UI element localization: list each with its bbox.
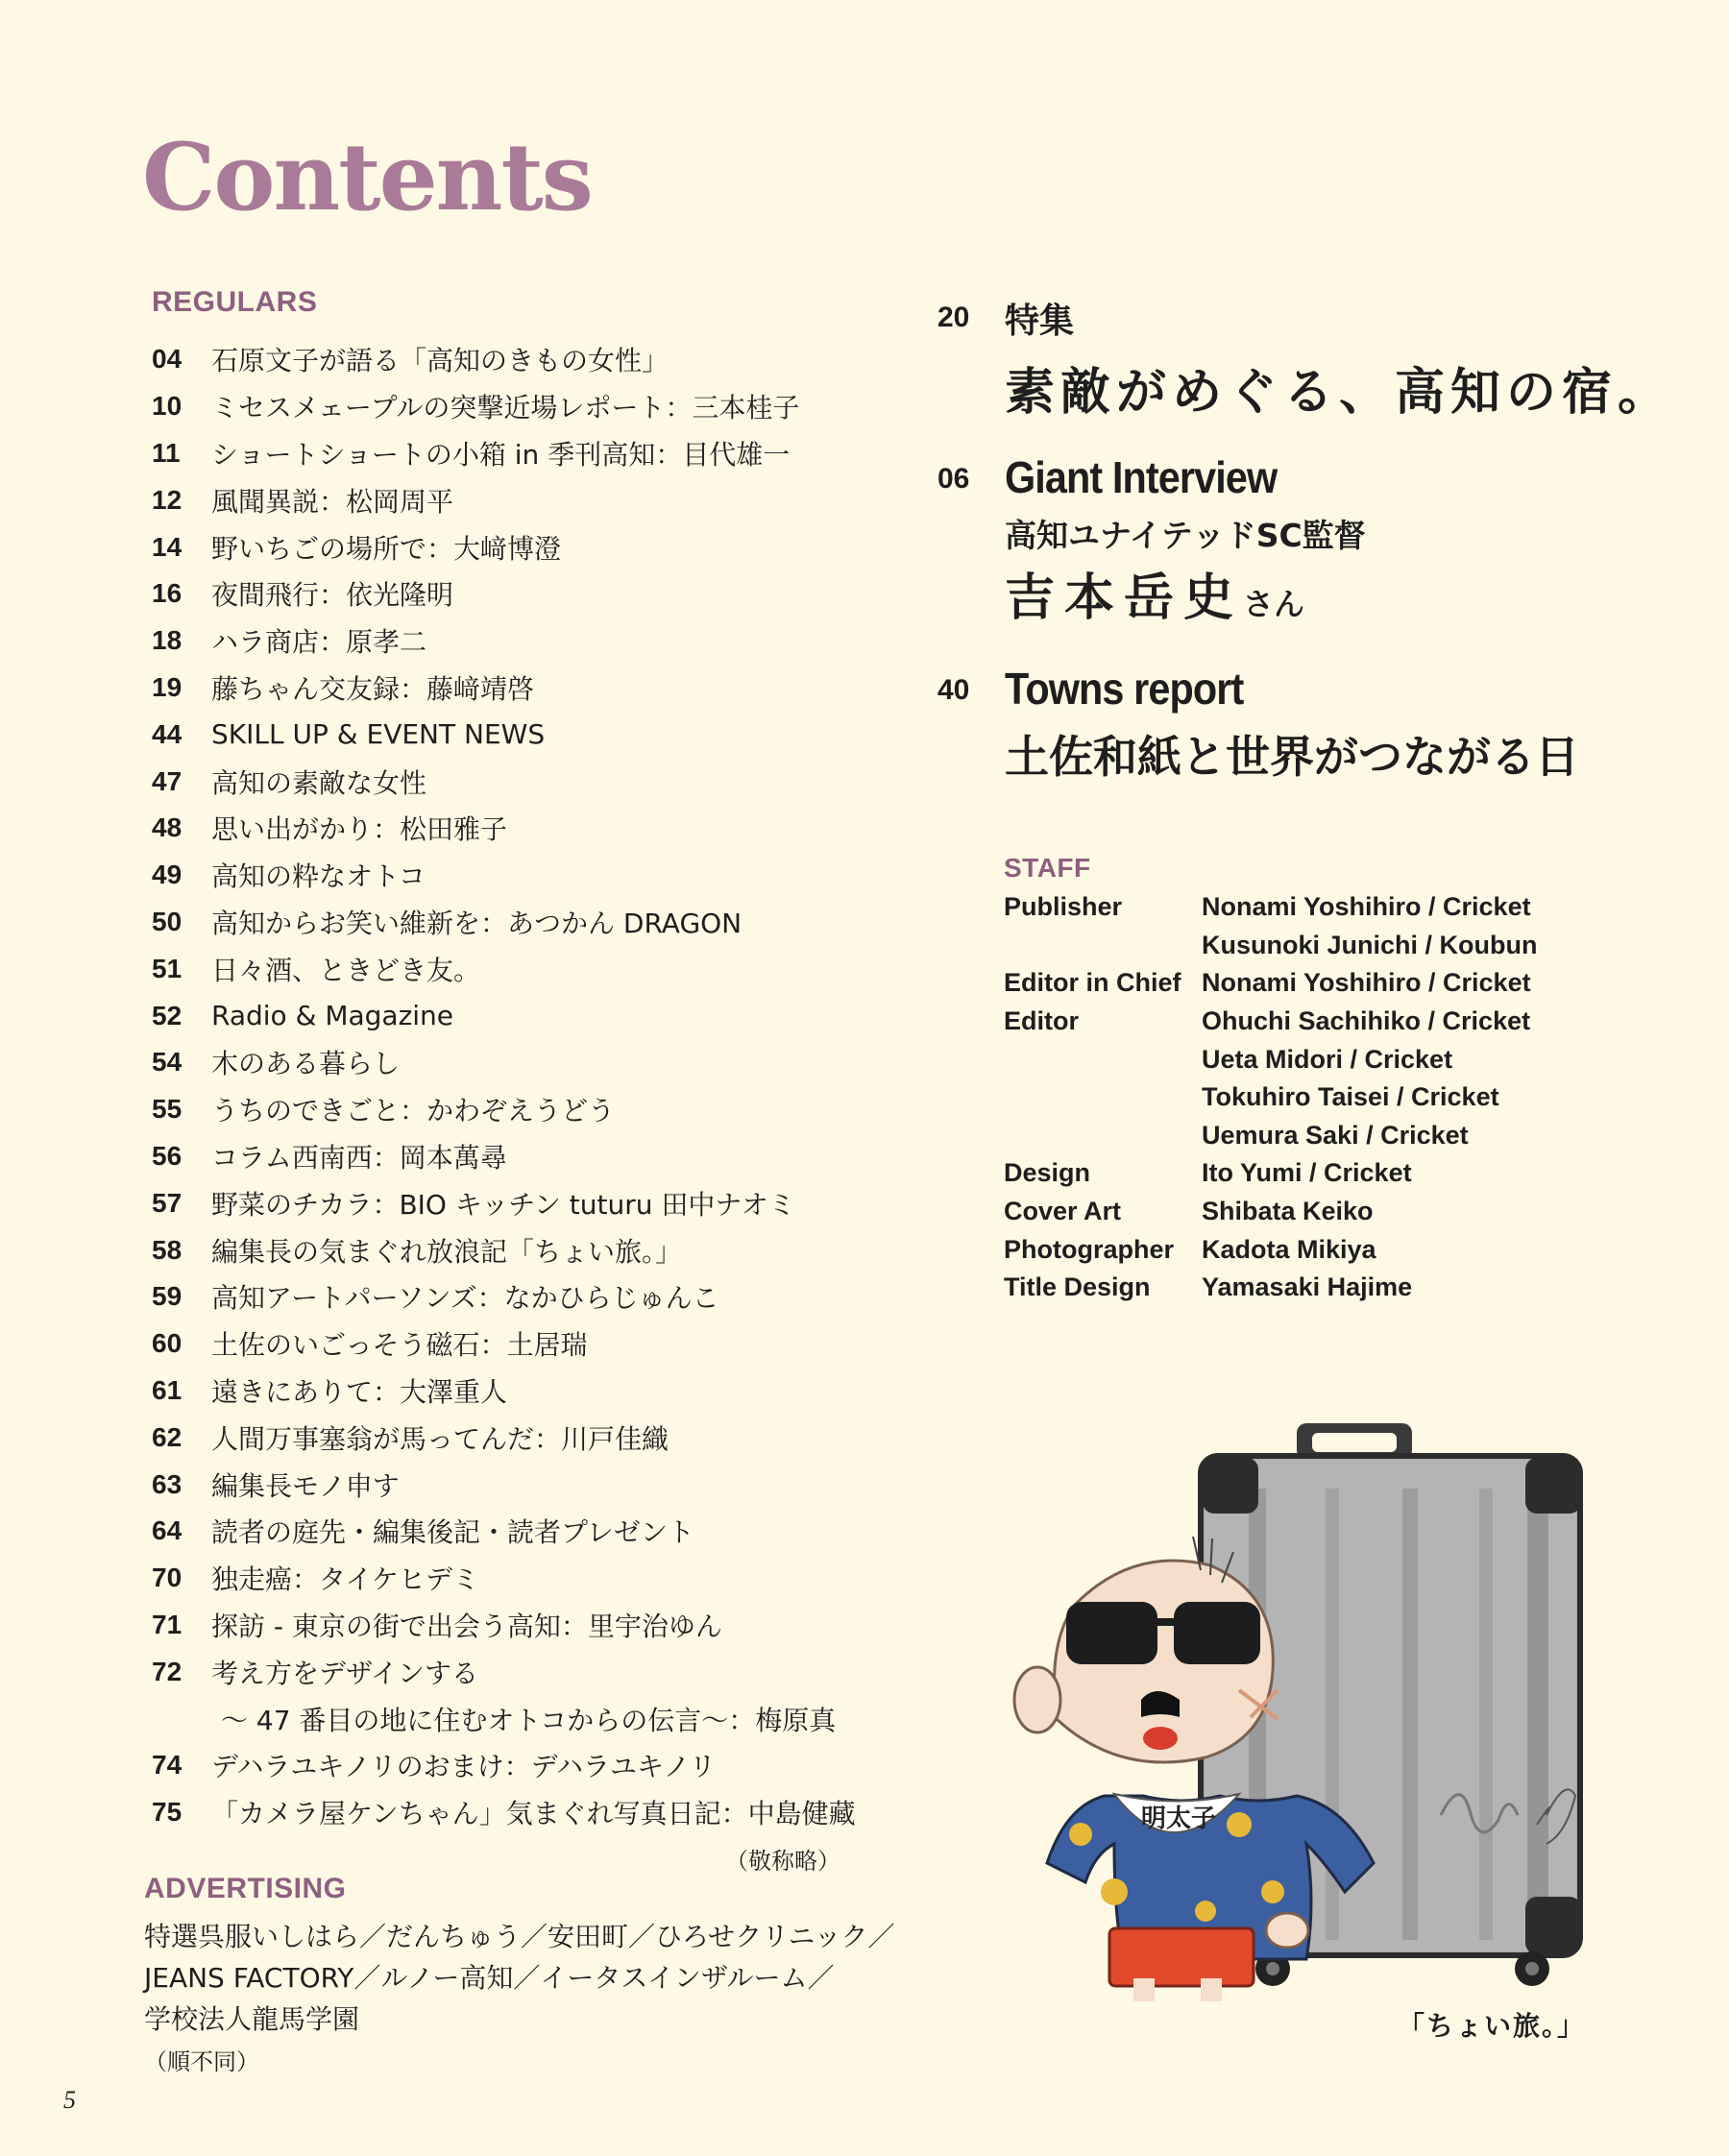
page-number-ref: 14 bbox=[152, 531, 183, 562]
list-item bbox=[152, 1133, 882, 1180]
list-item bbox=[152, 992, 882, 1039]
item-title: ミセスメェープルの突撃近場レポート：三本桂子 bbox=[211, 392, 800, 424]
page-number-ref: 47 bbox=[152, 765, 183, 796]
page-number-ref: 59 bbox=[152, 1281, 183, 1312]
list-item bbox=[152, 476, 882, 523]
page-number-ref: 16 bbox=[152, 578, 183, 609]
list-item bbox=[152, 758, 882, 805]
page-number-ref: 18 bbox=[152, 625, 183, 656]
staff-name: Kusunoki Junichi / Koubun bbox=[1202, 930, 1538, 959]
staff-row bbox=[1004, 1230, 1599, 1269]
staff-row bbox=[1004, 1117, 1599, 1155]
list-item bbox=[152, 618, 882, 665]
item-title: 藤ちゃん交友録：藤﨑靖啓 bbox=[211, 672, 535, 705]
feature-headline: 素敵がめぐる、高知の宿。 bbox=[1005, 364, 1674, 422]
regulars-heading: REGULARS bbox=[152, 286, 318, 318]
page-number: 5 bbox=[63, 2086, 76, 2114]
page-number-ref: 11 bbox=[152, 437, 181, 468]
staff-role: Publisher bbox=[1004, 892, 1123, 922]
feature-page-number: 20 bbox=[938, 302, 970, 333]
list-item bbox=[152, 1039, 882, 1086]
list-item bbox=[152, 1226, 882, 1273]
feature-page-number: 06 bbox=[938, 463, 970, 495]
staff-name: Kadota Mikiya bbox=[1202, 1234, 1376, 1264]
page-number-ref: 58 bbox=[152, 1234, 183, 1265]
item-title: 編集長モノ申す bbox=[211, 1469, 400, 1502]
page-number-ref: 51 bbox=[152, 953, 183, 983]
page-number-ref: 48 bbox=[152, 812, 183, 843]
list-item bbox=[152, 1273, 882, 1320]
advertisers-line: JEANS FACTORY／ルノー高知／イータスインザルーム／ bbox=[144, 1962, 835, 1994]
page-number-ref: 52 bbox=[152, 1000, 183, 1030]
list-item bbox=[152, 383, 882, 430]
staff-row bbox=[1004, 1078, 1599, 1117]
feature-subtitle: 高知ユナイテッドSC監督 bbox=[1005, 517, 1366, 554]
page-number-ref: 63 bbox=[152, 1468, 183, 1499]
list-item bbox=[152, 1320, 882, 1368]
item-title: 読者の庭先・編集後記・読者プレゼント bbox=[211, 1516, 694, 1549]
item-title: 遠きにありて：大澤重人 bbox=[211, 1375, 508, 1408]
item-title: 日々酒、ときどき友。 bbox=[211, 954, 481, 986]
list-item bbox=[152, 1414, 882, 1461]
item-title: 高知の粋なオトコ bbox=[211, 860, 426, 893]
staff-row bbox=[1004, 1003, 1599, 1041]
page-number-ref: 60 bbox=[152, 1328, 183, 1359]
staff-row bbox=[1004, 1040, 1599, 1078]
list-item bbox=[152, 336, 882, 383]
staff-name: Yamasaki Hajime bbox=[1202, 1272, 1413, 1302]
illustration-caption: 「ちょい旅。」 bbox=[1398, 2010, 1587, 2042]
page-number-ref: 61 bbox=[152, 1374, 183, 1405]
editor-suitcase-illustration bbox=[999, 1412, 1614, 2007]
interviewee-name bbox=[1005, 557, 1304, 629]
advertisers-line: 特選呉服いしはら／だんちゅう／安田町／ひろせクリニック／ bbox=[144, 1921, 895, 1952]
staff-name: Ueta Midori / Cricket bbox=[1202, 1044, 1453, 1074]
advertiser-name: 学校法人龍馬学園 bbox=[144, 2003, 360, 2035]
item-title: デハラユキノリのおまけ：デハラユキノリ bbox=[211, 1751, 717, 1783]
item-title: 木のある暮らし bbox=[211, 1048, 401, 1080]
item-title: 野菜のチカラ：BIO キッチン tuturu 田中ナオミ bbox=[211, 1188, 795, 1221]
item-title: うちのできごと：かわぞえうどう bbox=[211, 1095, 616, 1127]
feature-headline: Giant Interview bbox=[1005, 452, 1278, 502]
item-title: 「カメラ屋ケンちゃん」気まぐれ写真日記：中島健藏 bbox=[211, 1798, 856, 1830]
staff-row bbox=[1004, 964, 1599, 1003]
list-item bbox=[152, 1742, 882, 1789]
staff-row bbox=[1004, 1154, 1599, 1193]
page-number-ref: 72 bbox=[152, 1656, 183, 1686]
staff-name: Nonami Yoshihiro / Cricket bbox=[1202, 892, 1531, 922]
staff-name: Uemura Saki / Cricket bbox=[1202, 1120, 1469, 1150]
list-item bbox=[152, 570, 882, 618]
advertising-heading: ADVERTISING bbox=[144, 1873, 347, 1904]
staff-list bbox=[1004, 888, 1599, 1307]
list-item bbox=[152, 852, 882, 899]
item-title: 夜間飛行：依光隆明 bbox=[211, 579, 454, 612]
page-title: Contents bbox=[142, 123, 592, 231]
page-number-ref: 75 bbox=[152, 1797, 183, 1828]
page-number-ref: 54 bbox=[152, 1047, 183, 1078]
interviewee-name-text: 吉本岳史 bbox=[1005, 569, 1244, 627]
staff-row bbox=[1004, 1193, 1599, 1231]
feature-headline: Towns report bbox=[1005, 664, 1244, 714]
page-number-ref: 19 bbox=[152, 671, 183, 702]
item-title: Radio & Magazine bbox=[211, 1000, 454, 1032]
item-title: 独走癌：タイケヒデミ bbox=[211, 1563, 479, 1596]
list-item bbox=[152, 523, 882, 570]
staff-role: Title Design bbox=[1004, 1272, 1151, 1302]
staff-role: Cover Art bbox=[1004, 1197, 1122, 1226]
staff-role: Photographer bbox=[1004, 1234, 1175, 1264]
feature-subtitle: 土佐和紙と世界がつながる日 bbox=[1005, 731, 1579, 783]
item-title: 高知の素敵な女性 bbox=[211, 766, 427, 799]
list-item bbox=[152, 1086, 882, 1133]
honorific-note: （敬称略） bbox=[725, 1848, 840, 1875]
list-item bbox=[152, 1179, 882, 1226]
item-title: 土佐のいごっそう磁石：土居瑞 bbox=[211, 1329, 588, 1362]
item-title: 高知からお笑い維新を：あつかん DRAGON bbox=[211, 907, 743, 939]
page-number-ref: 12 bbox=[152, 484, 183, 515]
list-item bbox=[152, 711, 882, 758]
list-item-continuation: ～ 47 番目の地に住むオトコからの伝言～：梅原真 bbox=[221, 1704, 837, 1736]
list-item bbox=[152, 899, 882, 946]
item-title: 高知アートパーソンズ：なかひらじゅんこ bbox=[211, 1282, 719, 1315]
staff-role: Editor in Chief bbox=[1004, 968, 1181, 998]
page-number-ref: 71 bbox=[152, 1609, 183, 1639]
list-item bbox=[152, 1508, 882, 1555]
item-title: 風聞異説：松岡周平 bbox=[211, 485, 454, 518]
item-title: SKILL UP & EVENT NEWS bbox=[211, 718, 546, 751]
list-item bbox=[152, 665, 882, 712]
page-number-ref: 57 bbox=[152, 1187, 183, 1218]
item-title: 思い出がかり：松田雅子 bbox=[211, 813, 508, 846]
item-title: ショートショートの小箱 in 季刊高知：目代雄一 bbox=[211, 438, 791, 471]
list-item bbox=[152, 430, 882, 477]
list-item bbox=[152, 1789, 882, 1836]
list-item bbox=[152, 805, 882, 852]
regulars-list bbox=[152, 336, 882, 1836]
item-title: 石原文子が語る「高知のきもの女性」 bbox=[211, 345, 670, 377]
staff-name: Ito Yumi / Cricket bbox=[1202, 1158, 1412, 1188]
advertisers-line bbox=[144, 1999, 874, 2083]
item-title: 野いちごの場所で：大﨑博澄 bbox=[211, 532, 562, 565]
page-number-ref: 49 bbox=[152, 860, 183, 890]
page-number-ref: 50 bbox=[152, 906, 183, 936]
page-number-ref: 56 bbox=[152, 1140, 183, 1171]
list-item bbox=[152, 1368, 882, 1415]
staff-name: Ohuchi Sachihiko / Cricket bbox=[1202, 1006, 1531, 1036]
staff-row bbox=[1004, 927, 1599, 965]
staff-heading: STAFF bbox=[1004, 853, 1091, 883]
feature-label: 特集 bbox=[1005, 302, 1075, 341]
staff-role: Design bbox=[1004, 1158, 1091, 1188]
staff-row bbox=[1004, 1269, 1599, 1307]
staff-name: Shibata Keiko bbox=[1202, 1197, 1374, 1226]
list-item bbox=[152, 945, 882, 992]
bib-text: 明太子 bbox=[1141, 1805, 1217, 1833]
staff-row bbox=[1004, 888, 1599, 927]
page-number-ref: 62 bbox=[152, 1421, 183, 1452]
list-item bbox=[152, 1648, 882, 1695]
item-title: 人間万事塞翁が馬ってんだ：川戸佳織 bbox=[211, 1422, 670, 1455]
page-number-ref: 04 bbox=[152, 344, 183, 375]
page-number-ref: 44 bbox=[152, 718, 183, 749]
list-item bbox=[152, 1555, 882, 1602]
feature-page-number: 40 bbox=[938, 674, 970, 706]
list-item bbox=[152, 1461, 882, 1508]
advertisers-list bbox=[144, 1916, 895, 2083]
page-number-ref: 64 bbox=[152, 1515, 183, 1546]
item-title: ハラ商店：原孝二 bbox=[211, 626, 427, 659]
page-number-ref: 70 bbox=[152, 1562, 183, 1593]
order-note: （順不同） bbox=[144, 2048, 259, 2075]
item-title: 考え方をデザインする bbox=[211, 1657, 479, 1689]
list-item bbox=[152, 1602, 882, 1649]
page-number-ref: 55 bbox=[152, 1094, 183, 1125]
staff-name: Nonami Yoshihiro / Cricket bbox=[1202, 968, 1531, 998]
honorific-suffix: さん bbox=[1243, 586, 1305, 622]
page-number-ref: 10 bbox=[152, 391, 183, 422]
item-title: コラム西南西：岡本萬尋 bbox=[211, 1141, 507, 1174]
staff-name: Tokuhiro Taisei / Cricket bbox=[1202, 1082, 1499, 1112]
item-title: 探訪 - 東京の街で出会う高知：里宇治ゆん bbox=[211, 1610, 722, 1642]
staff-role: Editor bbox=[1004, 1006, 1079, 1036]
item-title: 編集長の気まぐれ放浪記「ちょい旅。」 bbox=[211, 1235, 683, 1268]
page-number-ref: 74 bbox=[152, 1750, 183, 1781]
